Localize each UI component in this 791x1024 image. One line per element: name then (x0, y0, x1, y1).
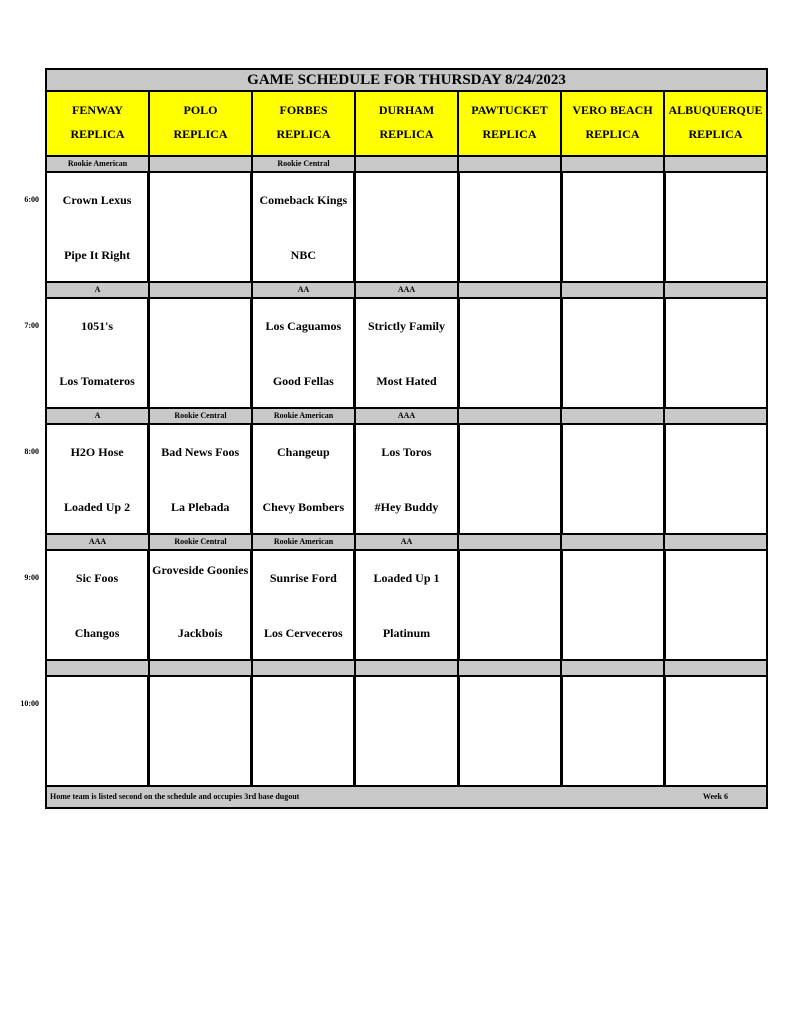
away-team: Los Toros (381, 445, 432, 459)
time-label-900: 9:00 (24, 573, 39, 582)
game-cell (150, 299, 253, 407)
schedule-title: GAME SCHEDULE FOR THURSDAY 8/24/2023 (47, 70, 766, 92)
home-team: Jackbois (177, 626, 223, 640)
game-cell (563, 425, 666, 533)
field-sub: REPLICA (585, 127, 640, 141)
field-sub: REPLICA (688, 127, 743, 141)
game-cell (47, 299, 150, 407)
field-header (150, 92, 253, 155)
game-cell (356, 173, 459, 281)
away-team: Loaded Up 1 (373, 571, 440, 585)
division-label: AA (253, 283, 356, 297)
game-cell (460, 299, 563, 407)
game-cell (356, 425, 459, 533)
game-cell (563, 677, 666, 785)
division-label: Rookie Central (150, 409, 253, 423)
home-team: Platinum (382, 626, 431, 640)
division-band (47, 409, 766, 425)
footer-bar (47, 787, 766, 807)
field-name: FENWAY (72, 103, 123, 117)
away-team: Comeback Kings (259, 193, 348, 207)
division-label: AAA (47, 535, 150, 549)
division-band (47, 661, 766, 677)
field-header (562, 92, 665, 155)
division-label (665, 661, 766, 675)
division-label: Rookie Central (150, 535, 253, 549)
game-cell (356, 299, 459, 407)
division-label (356, 157, 459, 171)
game-cell (253, 299, 356, 407)
home-team: Changos (74, 626, 120, 640)
division-label (665, 535, 766, 549)
home-team: Good Fellas (272, 374, 334, 388)
away-team: Sic Foos (75, 571, 119, 585)
away-team: Groveside Goonies (152, 563, 249, 577)
game-cell (47, 551, 150, 659)
field-header (665, 92, 766, 155)
game-cell (460, 551, 563, 659)
division-label: Rookie Central (253, 157, 356, 171)
game-cell (460, 425, 563, 533)
division-label (459, 661, 562, 675)
home-team: #Hey Buddy (374, 500, 439, 514)
field-name: PAWTUCKET (471, 103, 548, 117)
time-label-600: 6:00 (24, 195, 39, 204)
division-label (356, 661, 459, 675)
field-header (47, 92, 150, 155)
division-label (562, 535, 665, 549)
field-header (459, 92, 562, 155)
division-band (47, 535, 766, 551)
field-sub: REPLICA (276, 127, 331, 141)
division-label (459, 283, 562, 297)
division-label: A (47, 409, 150, 423)
field-name: VERO BEACH (572, 103, 653, 117)
home-team: Los Tomateros (59, 374, 135, 388)
game-cell (563, 551, 666, 659)
field-name: DURHAM (378, 103, 435, 117)
field-header (253, 92, 356, 155)
division-label (253, 661, 356, 675)
division-label (459, 409, 562, 423)
time-label-800: 8:00 (24, 447, 39, 456)
division-label (665, 157, 766, 171)
game-cell (47, 425, 150, 533)
game-slot-row (47, 299, 766, 409)
home-team-note: Home team is listed second on the schedule and occupies 3rd base dugout (50, 792, 300, 801)
game-cell (563, 299, 666, 407)
game-cell (47, 677, 150, 785)
division-band (47, 283, 766, 299)
field-header (356, 92, 459, 155)
time-label-700: 7:00 (24, 321, 39, 330)
away-team: Strictly Family (368, 319, 445, 333)
division-label (562, 409, 665, 423)
away-team: Sunrise Ford (269, 571, 337, 585)
game-slot-row (47, 425, 766, 535)
field-sub: REPLICA (70, 127, 125, 141)
field-sub: REPLICA (482, 127, 537, 141)
game-cell (150, 425, 253, 533)
division-label: Rookie American (253, 409, 356, 423)
division-label (562, 661, 665, 675)
division-label: A (47, 283, 150, 297)
away-team: Bad News Foos (161, 445, 240, 459)
field-sub: REPLICA (379, 127, 434, 141)
game-cell (150, 551, 253, 659)
game-cell (356, 551, 459, 659)
week-label: Week 6 (702, 792, 728, 801)
division-label (459, 535, 562, 549)
game-slot-row (47, 173, 766, 283)
home-team: Loaded Up 2 (64, 500, 131, 514)
home-team: Los Cerveceros (263, 626, 343, 640)
division-label (47, 661, 150, 675)
game-cell (253, 173, 356, 281)
game-cell (666, 425, 766, 533)
field-name: FORBES (279, 103, 328, 117)
time-label-1000: 10:00 (20, 699, 39, 708)
division-label (665, 409, 766, 423)
game-cell (460, 173, 563, 281)
away-team: H2O Hose (70, 445, 124, 459)
game-cell (150, 677, 253, 785)
field-name: POLO (183, 103, 218, 117)
division-label: Rookie American (47, 157, 150, 171)
division-label (459, 157, 562, 171)
field-header-row (47, 92, 766, 157)
division-label (150, 157, 253, 171)
division-label (150, 283, 253, 297)
game-slot-row (47, 551, 766, 661)
game-slot-row (47, 677, 766, 787)
game-cell (253, 677, 356, 785)
division-label (562, 283, 665, 297)
home-team: NBC (290, 248, 317, 262)
game-cell (47, 173, 150, 281)
division-label (665, 283, 766, 297)
game-cell (666, 677, 766, 785)
game-cell (253, 551, 356, 659)
game-cell (563, 173, 666, 281)
division-label: AAA (356, 283, 459, 297)
division-band (47, 157, 766, 173)
division-label: AA (356, 535, 459, 549)
away-team: Changeup (277, 445, 330, 459)
division-label (562, 157, 665, 171)
game-cell (150, 173, 253, 281)
game-cell (666, 173, 766, 281)
away-team: Crown Lexus (62, 193, 132, 207)
home-team: Chevy Bombers (262, 500, 345, 514)
division-label: Rookie American (253, 535, 356, 549)
away-team: 1051's (81, 319, 114, 333)
game-cell (666, 299, 766, 407)
game-cell (356, 677, 459, 785)
schedule-sheet (45, 68, 768, 809)
away-team: Los Caguamos (265, 319, 342, 333)
field-sub: REPLICA (173, 127, 228, 141)
game-cell (253, 425, 356, 533)
home-team: La Plebada (171, 500, 230, 514)
field-name: ALBUQUERQUE (668, 103, 763, 117)
division-label (150, 661, 253, 675)
game-cell (666, 551, 766, 659)
game-cell (460, 677, 563, 785)
division-label: AAA (356, 409, 459, 423)
home-team: Pipe It Right (64, 248, 131, 262)
home-team: Most Hated (376, 374, 437, 388)
